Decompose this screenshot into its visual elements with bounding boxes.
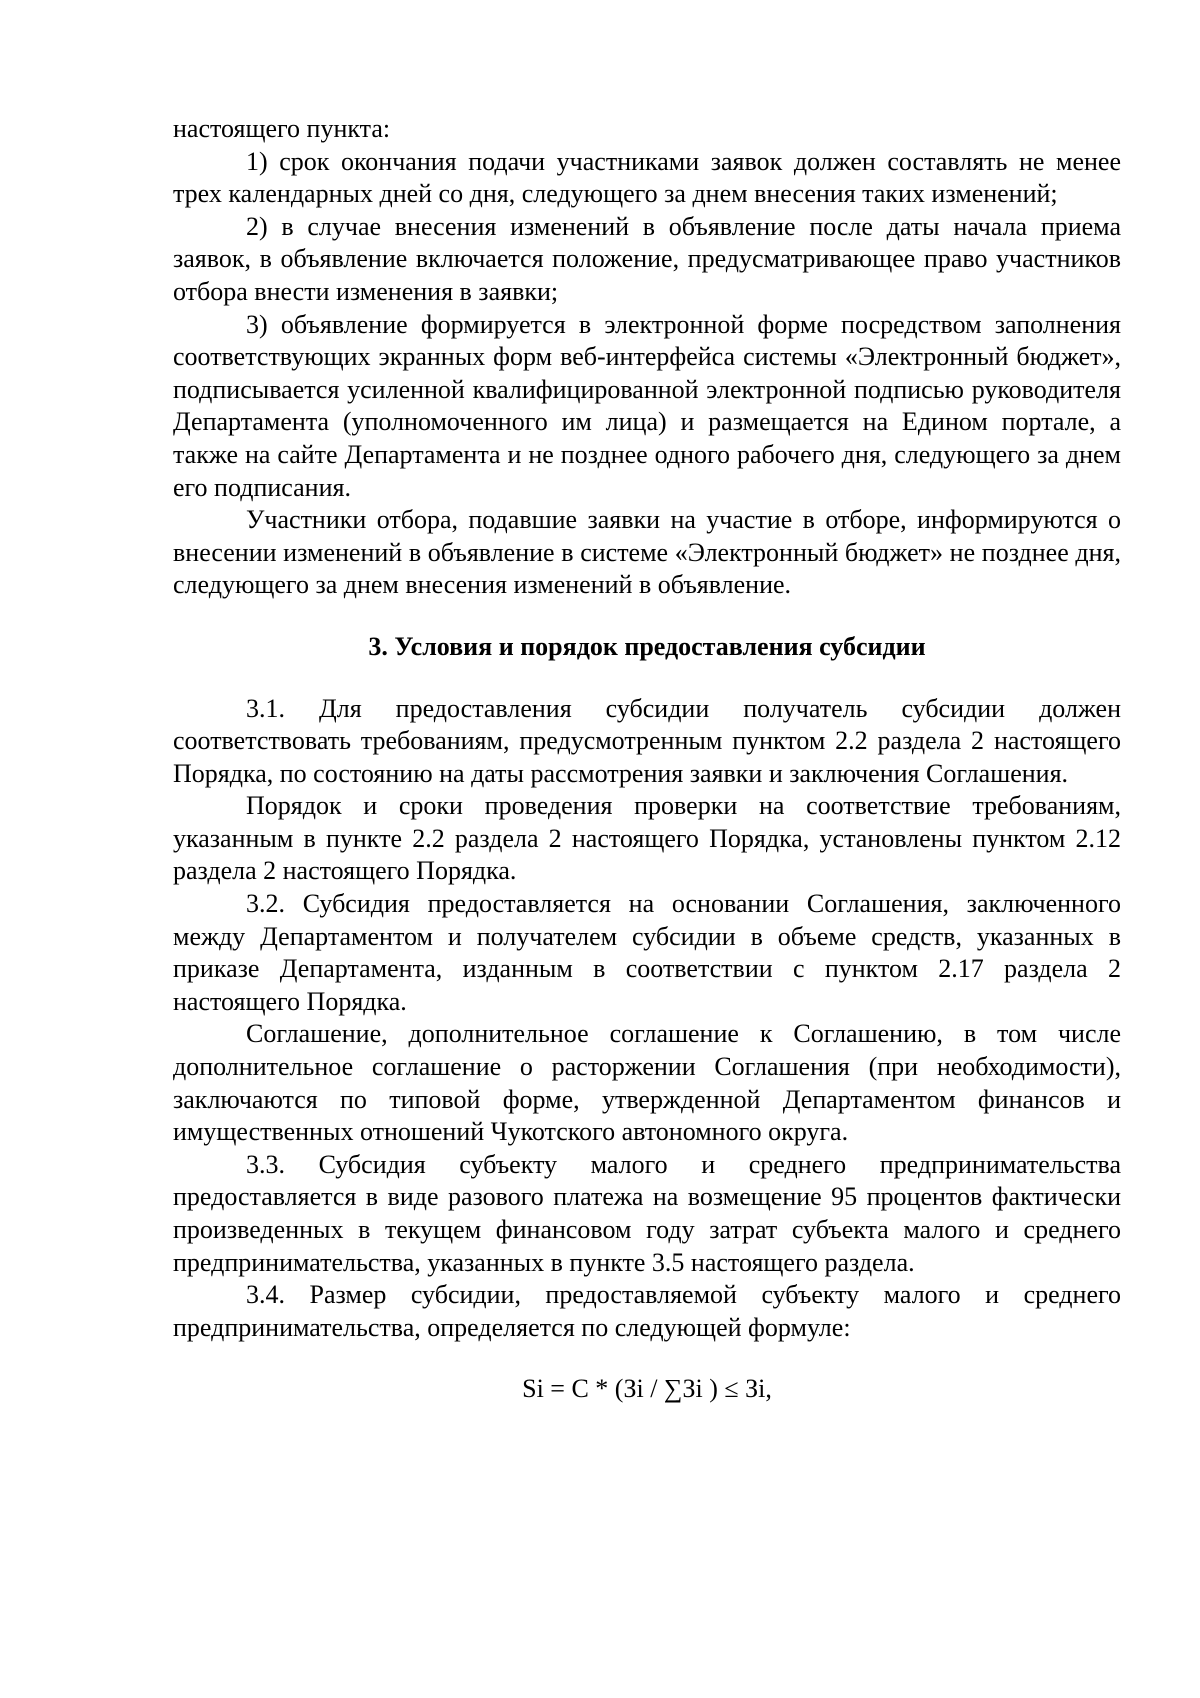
list-item-2: 2) в случае внесения изменений в объявление после даты начала приема заявок, в объявление включается положение, предусматривающее право участников отбора внести изменения в заявки; (173, 211, 1121, 306)
spacer (173, 1344, 1121, 1373)
spacer (173, 664, 1121, 693)
paragraph-3-1: 3.1. Для предоставления субсидии получатель субсидии должен соответствовать требованиям, предусмотренным пунктом 2.2 раздела 2 настоящего Порядка, по состоянию на даты рассмотрения заявки и заключения Соглашения. (173, 693, 1121, 788)
participants-paragraph: Участники отбора, подавшие заявки на участие в отборе, информируются о внесении изменений в объявление в системе «Электронный бюджет» не позднее дня, следующего за днем внесения изменений в объявление. (173, 505, 1121, 600)
list-item-3: 3) объявление формируется в электронной форме посредством заполнения соответствующих экранных форм веб-интерфейса системы «Электронный бюджет», подписывается усиленной квалифицированной электронной подписью руководителя Департамента (уполномоченного им лица) и размещается на Едином портале, а также на сайте Департамента и не позднее одного рабочего дня, следующего за днем его подписания. (173, 309, 1121, 502)
paragraph-3-2-agreement: Соглашение, дополнительное соглашение к Соглашению, в том числе дополнительное соглашение о расторжении Соглашения (при необходимости), заключаются по типовой форме, утвержденной Департаментом финансов и имущественных отношений Чукотского автономного округа. (173, 1019, 1121, 1147)
paragraph-3-3: 3.3. Субсидия субъекту малого и среднего предпринимательства предоставляется в виде разового платежа на возмещение 95 процентов фактически произведенных в текущем финансовом году затрат субъекта малого и среднего предпринимательства, указанных в пункте 3.5 настоящего раздела. (173, 1149, 1121, 1277)
subsidy-formula: Si = C * (Зi / ∑Зi ) ≤ Зi, (522, 1374, 772, 1404)
paragraph-3-4: 3.4. Размер субсидии, предоставляемой субъекту малого и среднего предпринимательства, определяется по следующей формуле: (173, 1280, 1121, 1342)
paragraph-3-2: 3.2. Субсидия предоставляется на основании Соглашения, заключенного между Департаментом и получателем субсидии в объеме средств, указанных в приказе Департамента, изданным в соответствии с пунктом 2.17 раздела 2 настоящего Порядка. (173, 889, 1121, 1016)
section-heading: 3. Условия и порядок предоставления субсидии (368, 631, 926, 661)
intro-line: настоящего пункта: (173, 114, 391, 143)
document-body (173, 113, 1121, 1406)
list-item-1: 1) срок окончания подачи участниками заявок должен составлять не менее трех календарных дней со дня, следующего за днем внесения таких изменений; (173, 146, 1121, 209)
spacer (173, 602, 1121, 631)
paragraph-3-1-order: Порядок и сроки проведения проверки на соответствие требованиям, указанным в пункте 2.2 раздела 2 настоящего Порядка, установлены пунктом 2.12 раздела 2 настоящего Порядка. (173, 791, 1121, 886)
